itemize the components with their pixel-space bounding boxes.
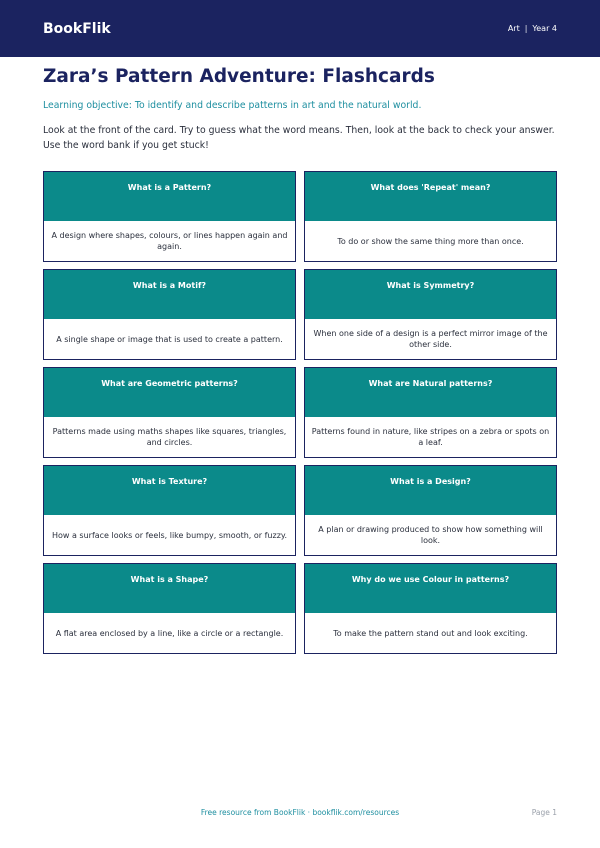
flashcard	[304, 563, 557, 654]
subject-label: Art	[507, 24, 520, 33]
flashcard-front: What are Geometric patterns?	[44, 368, 295, 417]
subject-year-label	[508, 24, 557, 33]
flashcard-back: A flat area enclosed by a line, like a circle or a rectangle.	[44, 613, 295, 653]
flashcard-back: Patterns made using maths shapes like squares, triangles, and circles.	[44, 417, 295, 457]
flashcard-back: To do or show the same thing more than once.	[305, 221, 556, 261]
top-bar	[0, 0, 600, 57]
instructions-text: Look at the front of the card. Try to guess what the word means. Then, look at the back to check your answer. Use the word bank if you get stuck!	[43, 125, 555, 151]
flashcard-front: Why do we use Colour in patterns?	[305, 564, 556, 613]
flashcard-back: How a surface looks or feels, like bumpy, smooth, or fuzzy.	[44, 515, 295, 555]
flashcard	[43, 269, 296, 360]
flashcard-back: A design where shapes, colours, or lines happen again and again.	[44, 221, 295, 261]
flashcard-front: What does 'Repeat' mean?	[305, 172, 556, 221]
year-label: Year 4	[532, 24, 557, 33]
flashcard-back: When one side of a design is a perfect mirror image of the other side.	[305, 319, 556, 359]
page-number: Page 1	[531, 808, 557, 817]
flashcard-back: To make the pattern stand out and look exciting.	[305, 613, 556, 653]
flashcard-back: Patterns found in nature, like stripes on a zebra or spots on a leaf.	[305, 417, 556, 457]
footer-credit-link[interactable]: Free resource from BookFlik · bookflik.com/resources	[200, 808, 400, 817]
flashcard-front: What is Symmetry?	[305, 270, 556, 319]
flashcard-front: What is a Pattern?	[44, 172, 295, 221]
flashcard	[43, 367, 296, 458]
flashcard-back: A single shape or image that is used to create a pattern.	[44, 319, 295, 359]
flashcard	[304, 171, 557, 262]
flashcard	[43, 171, 296, 262]
learning-objective: Learning objective: To identify and describe patterns in art and the natural world.	[43, 100, 422, 111]
page-title: Zara’s Pattern Adventure: Flashcards	[43, 66, 435, 87]
brand-logo: BookFlik	[43, 20, 111, 37]
flashcard-front: What is Texture?	[44, 466, 295, 515]
flashcard-back: A plan or drawing produced to show how something will look.	[305, 515, 556, 555]
flashcard	[43, 563, 296, 654]
flashcard	[304, 367, 557, 458]
flashcard-front: What are Natural patterns?	[305, 368, 556, 417]
flashcard-front: What is a Design?	[305, 466, 556, 515]
meta-separator: |	[524, 24, 528, 33]
flashcard	[304, 269, 557, 360]
flashcard-front: What is a Motif?	[44, 270, 295, 319]
flashcard	[43, 465, 296, 556]
flashcard-grid	[43, 171, 557, 654]
flashcard-front: What is a Shape?	[44, 564, 295, 613]
flashcard	[304, 465, 557, 556]
